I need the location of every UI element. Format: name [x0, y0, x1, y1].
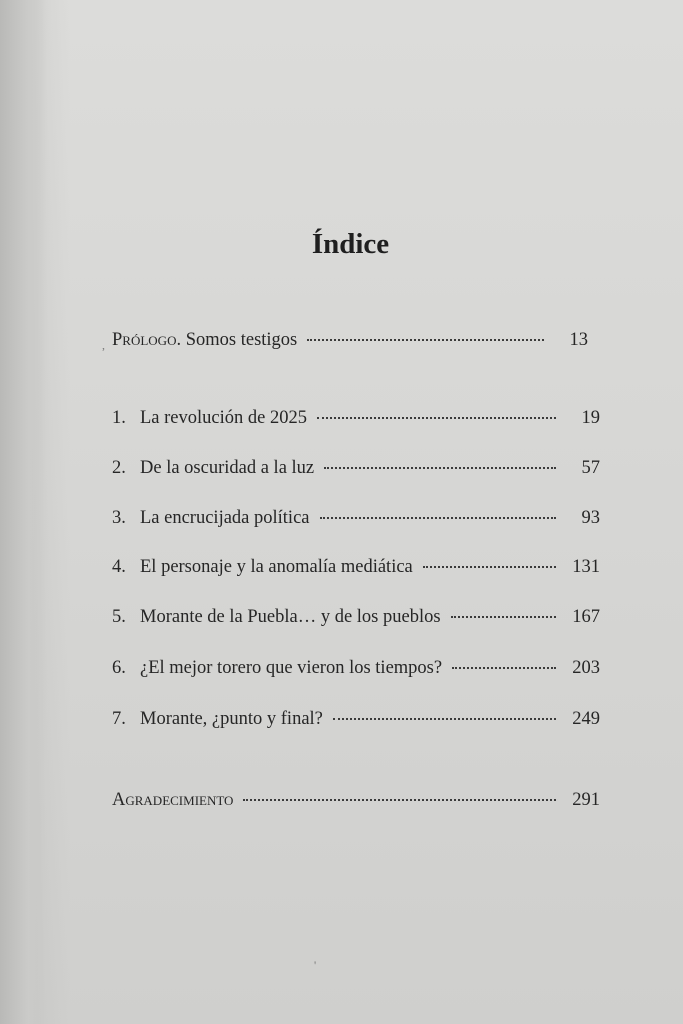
chapter-number: 2. [112, 458, 126, 478]
toc-entry-chapter-4 [112, 557, 600, 578]
dot-leader [423, 566, 556, 568]
dot-leader [243, 799, 556, 801]
chapter-title: De la oscuridad a la luz [140, 458, 315, 478]
dot-leader [452, 667, 556, 669]
toc-entry-label [112, 330, 297, 351]
ink-mark: ' [314, 958, 317, 972]
toc-entry-chapter-5 [112, 607, 600, 628]
toc-entry-chapter-1 [112, 408, 600, 429]
toc-page-number: 131 [572, 557, 600, 577]
toc-page-number: 167 [572, 607, 600, 627]
chapter-number: 7. [112, 709, 126, 729]
ink-mark: , [102, 338, 105, 352]
acknowledgements-label: Agradecimiento [112, 790, 234, 810]
chapter-title: ¿El mejor torero que vieron los tiempos? [140, 658, 443, 678]
chapter-number: 6. [112, 658, 126, 678]
dot-leader [324, 467, 556, 469]
prologue-label: Prólogo. [112, 330, 182, 350]
toc-entry-acknowledgements [112, 790, 600, 811]
dot-leader [451, 616, 556, 618]
toc-entry-chapter-6 [112, 658, 600, 679]
toc-page-number: 203 [572, 658, 600, 678]
toc-entry-chapter-2 [112, 458, 600, 479]
page-gutter-shadow [0, 0, 48, 1024]
chapter-title: El personaje y la anomalía mediática [140, 557, 413, 577]
chapter-number: 5. [112, 607, 126, 627]
toc-entry-chapter-7 [112, 709, 600, 730]
chapter-number: 4. [112, 557, 126, 577]
toc-page-number: 13 [569, 330, 588, 350]
toc-entry-chapter-3 [112, 508, 600, 529]
dot-leader [333, 718, 556, 720]
dot-leader [307, 339, 544, 341]
chapter-title: Morante, ¿punto y final? [140, 709, 323, 729]
toc-entry-prologue [112, 330, 588, 351]
dot-leader [320, 517, 557, 519]
chapter-title: Morante de la Puebla… y de los pueblos [140, 607, 441, 627]
dot-leader [317, 417, 556, 419]
toc-page-number: 19 [581, 408, 600, 428]
page-title: Índice [311, 228, 390, 260]
chapter-number: 3. [112, 508, 126, 528]
toc-page-number: 93 [581, 508, 600, 528]
toc-page-number: 57 [581, 458, 600, 478]
chapter-number: 1. [112, 408, 126, 428]
toc-page-number: 249 [572, 709, 600, 729]
chapter-title: La encrucijada política [140, 508, 310, 528]
prologue-title: Somos testigos [185, 330, 298, 350]
toc-page-number: 291 [572, 790, 600, 810]
chapter-title: La revolución de 2025 [140, 408, 307, 428]
